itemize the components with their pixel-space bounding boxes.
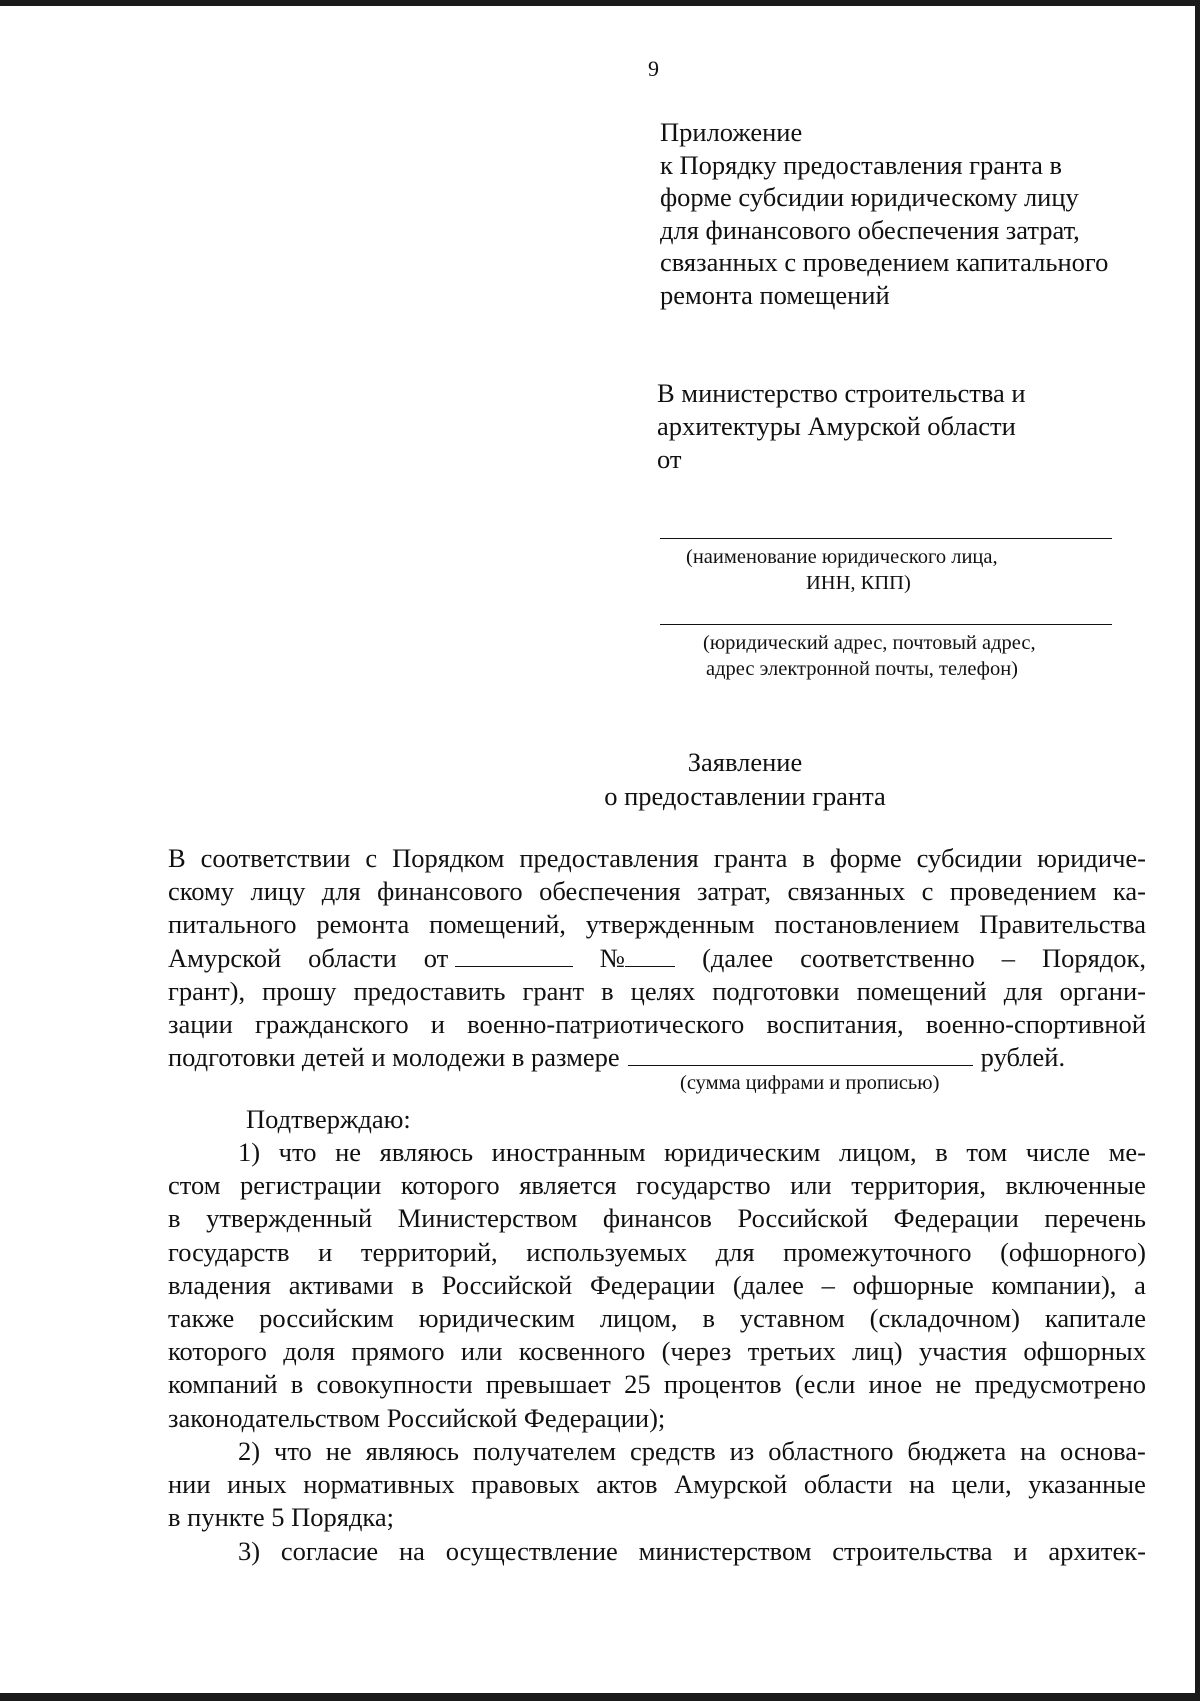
scan-edge-top: [0, 0, 1200, 6]
text-line: также российским юридическим лицом, в уставном (складочном) капитале: [168, 1303, 1146, 1334]
number-blank: [625, 942, 675, 967]
addressee-line: В министерство строительства и: [657, 378, 1026, 408]
paragraph-main: [168, 842, 1146, 1074]
address-caption-line1: (юридический адрес, почтовый адрес,: [703, 632, 1036, 654]
text-line: стом регистрации которого является государство или территория, включенные: [168, 1170, 1146, 1201]
confirm-label: Подтверждаю:: [246, 1104, 411, 1134]
scan-edge-bottom: [0, 1693, 1200, 1701]
text-line: Амурской области от № (далее соответственно – Порядок,: [168, 942, 1146, 973]
text-line: 3) согласие на осуществление министерством строительства и архитек-: [238, 1536, 1146, 1566]
amount-caption: (сумма цифрами и прописью): [680, 1072, 940, 1094]
date-blank: [455, 942, 573, 967]
item-3: [168, 1535, 1146, 1568]
scan-edge-right: [1195, 0, 1200, 1701]
attachment-line: к Порядку предоставления гранта в: [660, 149, 1063, 180]
text-line: питального ремонта помещений, утвержденным постановлением Правительства: [168, 909, 1146, 940]
text-line: в утвержденный Министерством финансов Российской Федерации перечень: [168, 1203, 1146, 1234]
attachment-line: форме субсидии юридическому лицу: [660, 182, 1079, 212]
text-line: государств и территорий, используемых для промежуточного (офшорного): [168, 1236, 1146, 1267]
text-line: нии иных нормативных правовых актов Амурской области на цели, указанные: [168, 1469, 1146, 1500]
text-line: которого доля прямого или косвенного (через третьих лиц) участия офшорных: [168, 1336, 1146, 1367]
item-2: [168, 1435, 1146, 1535]
attachment-line: ремонта помещений: [660, 279, 890, 310]
amount-blank: [628, 1041, 973, 1066]
attachment-line: Приложение: [660, 117, 803, 147]
text-line: компаний в совокупности превышает 25 процентов (если иное не предусмотрено: [168, 1369, 1146, 1400]
address-fill-line: [660, 624, 1112, 625]
text-line: подготовки детей и молодежи в размере рублей.: [168, 1042, 1066, 1073]
attachment-line: связанных с проведением капитального: [660, 247, 1109, 277]
text-line: владения активами в Российской Федерации (далее – офшорные компании), а: [168, 1269, 1146, 1300]
addressee-block: [657, 377, 1157, 476]
text-line: зации гражданского и военно-патриотического воспитания, военно-спортивной: [168, 1009, 1146, 1040]
text-line: законодательством Российской Федерации);: [168, 1402, 666, 1433]
text-line: в пункте 5 Порядка;: [168, 1502, 395, 1533]
org-name-caption-line2: ИНН, КПП): [806, 572, 911, 594]
document-title: Заявление: [687, 747, 803, 777]
page-number: 9: [648, 56, 659, 81]
text-line: В соответствии с Порядком предоставления гранта в форме субсидии юридиче-: [168, 843, 1146, 873]
text-line: 2) что не являюсь получателем средств из областного бюджета на основа-: [238, 1436, 1146, 1466]
item-1: [168, 1136, 1146, 1435]
addressee-line: архитектуры Амурской области: [657, 411, 1016, 441]
text-line: 1) что не являюсь иностранным юридическим лицом, в том числе ме-: [238, 1137, 1146, 1167]
org-name-fill-line: [660, 538, 1112, 539]
attachment-line: для финансового обеспечения затрат,: [660, 214, 1080, 245]
attachment-block: [660, 116, 1180, 311]
document-subtitle: о предоставлении гранта: [604, 781, 886, 811]
addressee-line: от: [657, 444, 682, 474]
text-line: грант), прошу предоставить грант в целях подготовки помещений для органи-: [168, 975, 1146, 1006]
text-line: скому лицу для финансового обеспечения затрат, связанных с проведением ка-: [168, 876, 1146, 907]
org-name-caption-line1: (наименование юридического лица,: [686, 546, 998, 568]
address-caption-line2: адрес электронной почты, телефон): [706, 658, 1019, 680]
